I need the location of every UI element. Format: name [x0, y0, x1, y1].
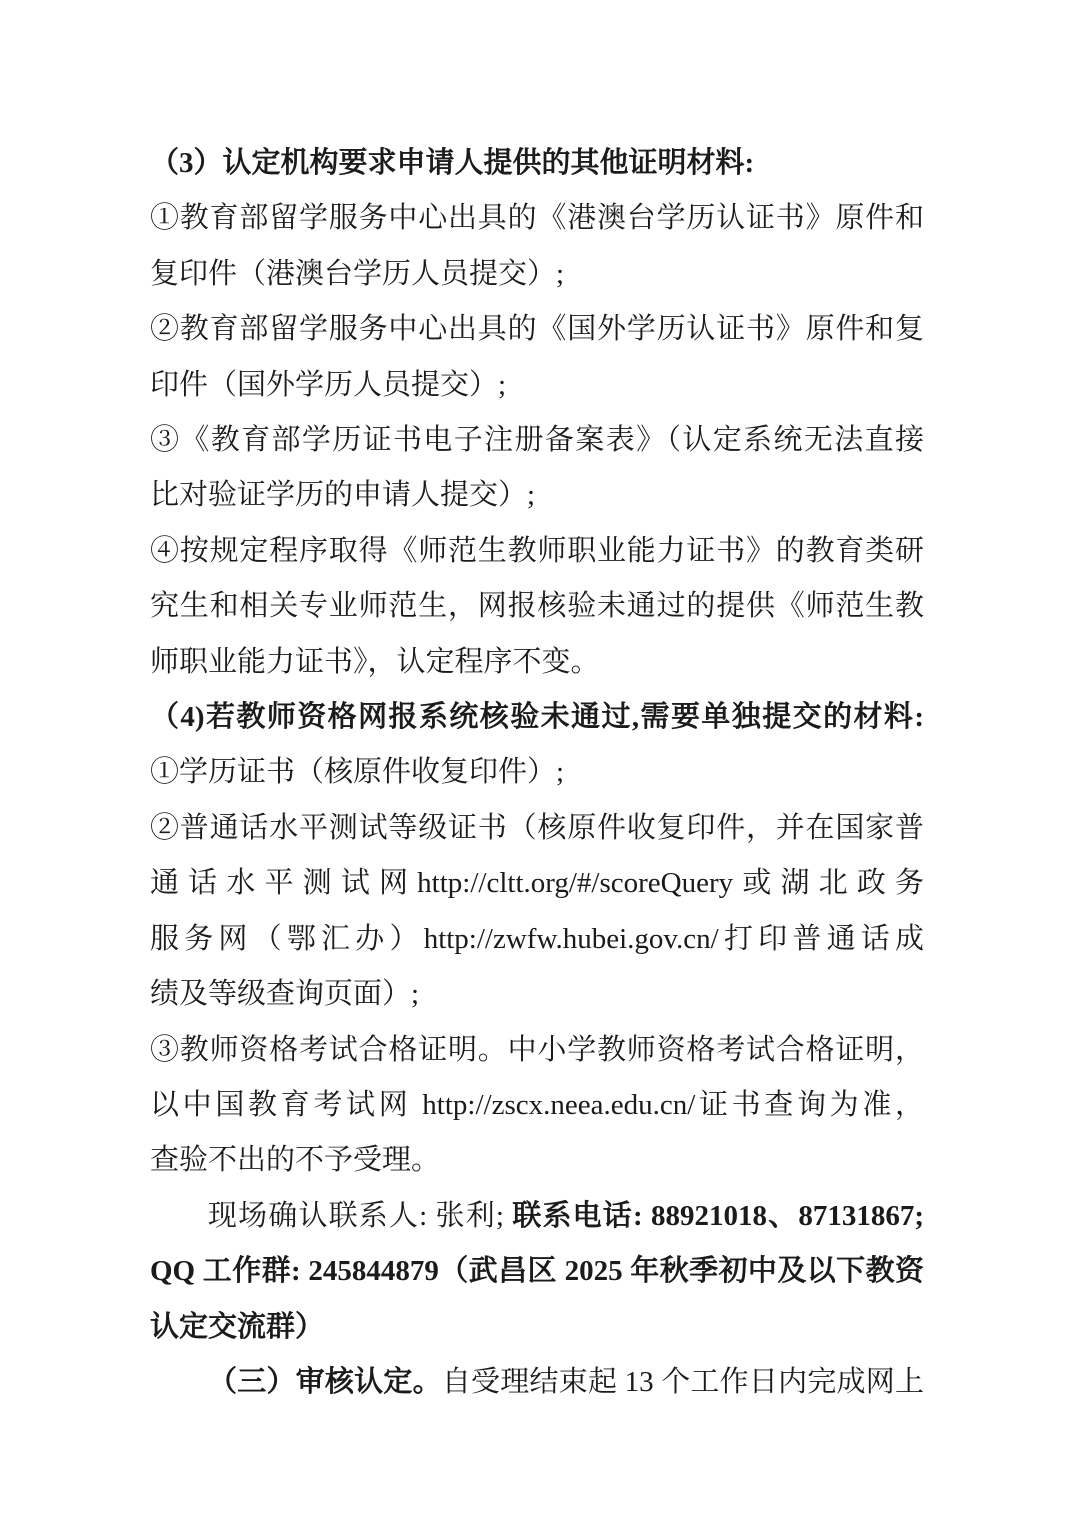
- text-line: [150, 468, 924, 523]
- text-line: [150, 1355, 924, 1410]
- text-line: [150, 745, 924, 800]
- text-line: [150, 801, 924, 856]
- text-line: [150, 1023, 924, 1078]
- text-segment: QQ 工作群: 245844879（武昌区 2025 年秋季初中及以下教资: [150, 1255, 924, 1288]
- text-line: [150, 1133, 924, 1188]
- document-body: [150, 136, 924, 1410]
- text-line: [150, 967, 924, 1022]
- text-line: [150, 635, 924, 690]
- text-line: [150, 413, 924, 468]
- text-line: [150, 579, 924, 634]
- text-segment: ①教育部留学服务中心出具的《港澳台学历认证书》原件和: [150, 202, 924, 235]
- text-line: [150, 856, 924, 911]
- text-line: [150, 191, 924, 246]
- text-segment: （4)若教师资格网报系统核验未通过,需要单独提交的材料:: [150, 701, 924, 734]
- text-line: [150, 358, 924, 413]
- text-segment: 印件（国外学历人员提交）;: [150, 368, 507, 401]
- text-line: [150, 136, 924, 191]
- text-segment: ②普通话水平测试等级证书（核原件收复印件，并在国家普: [150, 811, 924, 844]
- text-segment: ④按规定程序取得《师范生教师职业能力证书》的教育类研: [150, 534, 924, 567]
- text-segment: 查验不出的不予受理。: [150, 1144, 441, 1177]
- text-segment: ③《教育部学历证书电子注册备案表》（认定系统无法直接: [150, 424, 924, 457]
- text-line: [150, 524, 924, 579]
- text-line: [150, 1244, 924, 1299]
- text-line: [150, 1300, 924, 1355]
- text-line: [150, 247, 924, 302]
- text-segment: 认定交流群）: [150, 1310, 325, 1343]
- text-segment: 以中国教育考试网 http://zscx.neea.edu.cn/证书查询为准，: [150, 1088, 924, 1121]
- text-line: [150, 302, 924, 357]
- text-segment: 比对验证学历的申请人提交）;: [150, 479, 536, 512]
- text-line: [150, 1189, 924, 1244]
- text-segment: ①学历证书（核原件收复印件）;: [150, 756, 565, 789]
- text-segment: （3）认定机构要求申请人提供的其他证明材料:: [150, 147, 755, 179]
- text-segment: 自受理结束起 13 个工作日内完成网上: [441, 1365, 924, 1398]
- text-segment: 联系电话: 88921018、87131867;: [512, 1199, 924, 1232]
- text-segment: （三）审核认定。: [208, 1365, 442, 1398]
- text-segment: 究生和相关专业师范生，网报核验未通过的提供《师范生教: [150, 590, 924, 623]
- text-line: [150, 912, 924, 967]
- text-segment: 绩及等级查询页面）;: [150, 978, 420, 1011]
- text-segment: ②教育部留学服务中心出具的《国外学历认证书》原件和复: [150, 313, 924, 346]
- text-line: [150, 690, 924, 745]
- text-line: [150, 1078, 924, 1133]
- text-segment: 复印件（港澳台学历人员提交）;: [150, 257, 565, 290]
- text-segment: ③教师资格考试合格证明。中小学教师资格考试合格证明，: [150, 1033, 924, 1066]
- text-segment: 服务网（鄂汇办）http://zwfw.hubei.gov.cn/打印普通话成: [150, 922, 924, 955]
- text-segment: 现场确认联系人: 张利;: [208, 1199, 513, 1232]
- text-segment: 师职业能力证书》，认定程序不变。: [150, 645, 600, 678]
- text-segment: 通话水平测试网http://cltt.org/#/scoreQuery或湖北政务: [150, 867, 924, 900]
